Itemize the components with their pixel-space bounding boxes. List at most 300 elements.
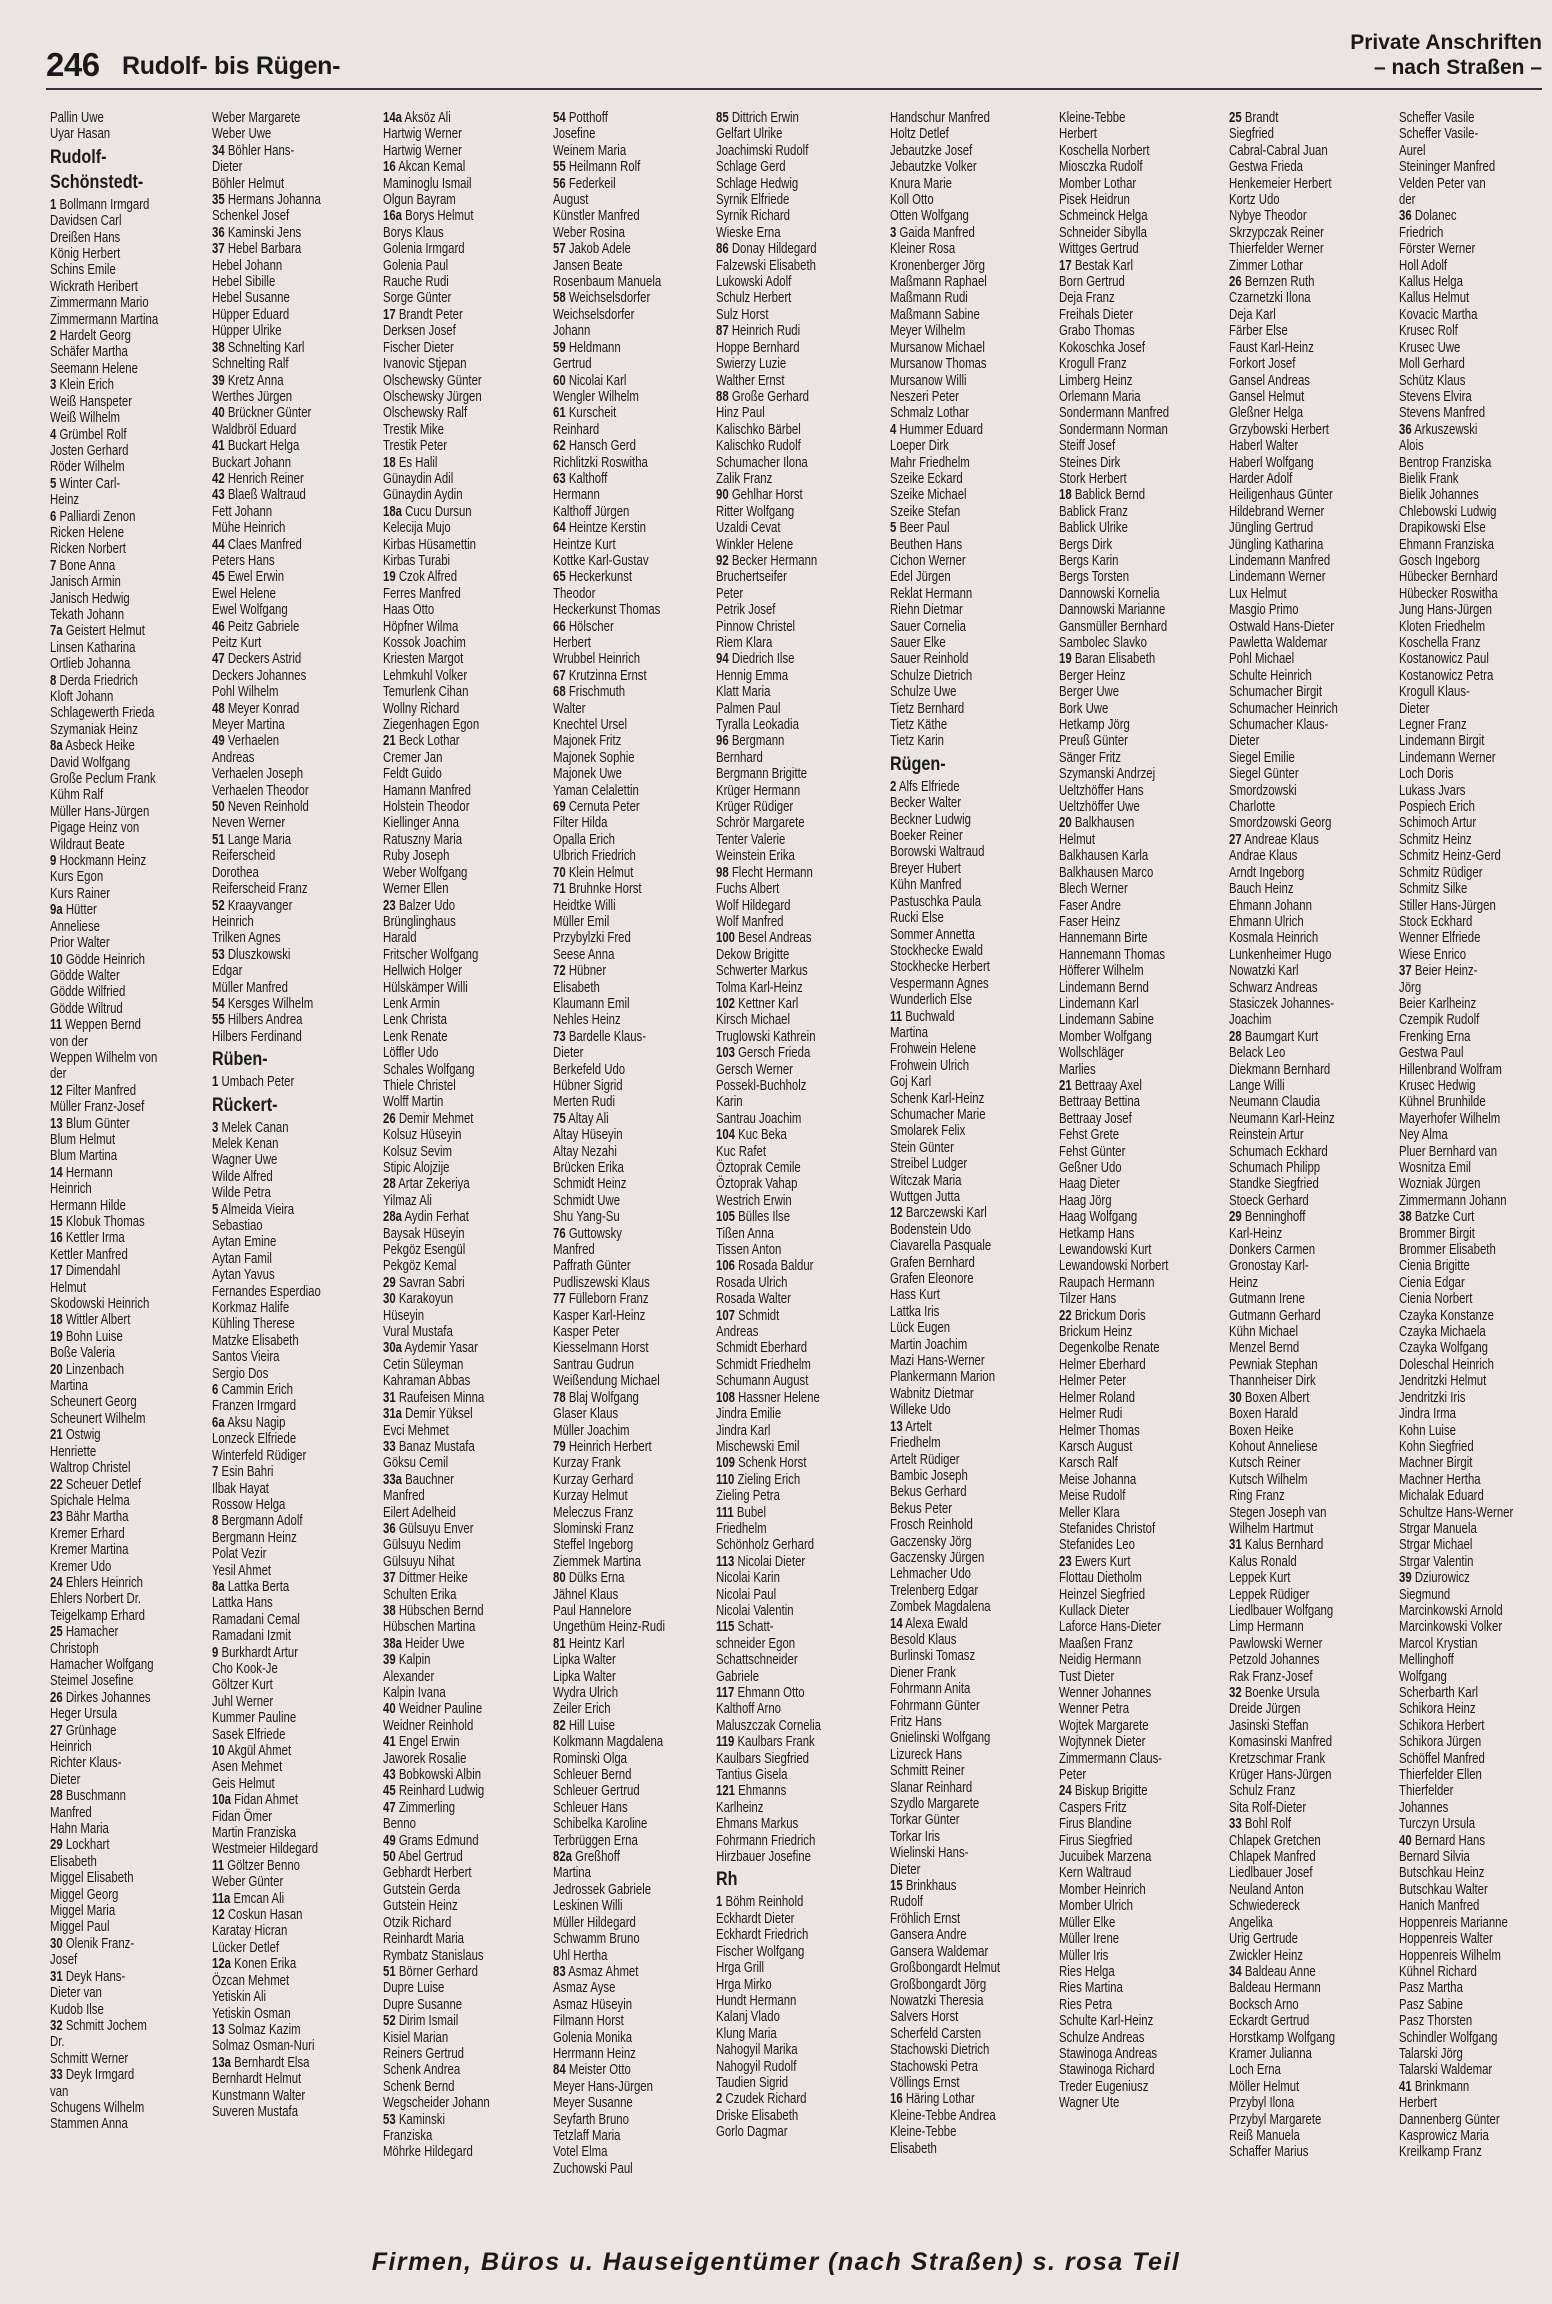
list-item (890, 1829, 1058, 1845)
resident-name: Sänger Fritz (1059, 749, 1121, 766)
resident-name: Helmer Peter (1059, 1373, 1127, 1390)
list-item (1399, 1045, 1552, 1061)
resident-name: Kolkmann Magdalena (553, 1734, 664, 1751)
resident-name: Schlagewerth Frieda (50, 705, 155, 722)
list-item (212, 1989, 380, 2005)
list-item (1229, 1094, 1397, 1110)
resident-name: Reinstein Artur (1229, 1127, 1304, 1144)
house-number: 32 (50, 2017, 63, 2034)
list-item (716, 1652, 884, 1668)
list-item (716, 143, 884, 159)
list-item (553, 1127, 721, 1143)
resident-name: Skrzypczak Reiner (1229, 224, 1324, 241)
resident-name: Sommer Annetta (890, 926, 975, 943)
list-item (1399, 1800, 1552, 1816)
list-item (1059, 1094, 1227, 1110)
house-number: 1 (212, 1074, 219, 1091)
list-item (212, 815, 380, 831)
list-item (383, 537, 551, 553)
resident-name: Winkler Helene (716, 536, 794, 553)
resident-name: Karin (716, 1094, 743, 1111)
list-item (716, 192, 884, 208)
list-item (1059, 1308, 1227, 1324)
resident-name: Hennig Emma (716, 667, 789, 684)
list-item (1399, 241, 1552, 257)
list-item (50, 246, 218, 262)
resident-name: Kreilkamp Franz (1399, 2144, 1482, 2161)
list-item (1399, 208, 1552, 224)
resident-name: Dittrich Erwin (731, 110, 799, 126)
list-item (50, 902, 218, 918)
list-item (383, 1488, 551, 1504)
resident-name: Stevens Elvira (1399, 388, 1472, 405)
list-item (1399, 1948, 1552, 1964)
list-item (553, 1964, 721, 1980)
list-item (553, 110, 721, 126)
list-item (1059, 110, 1227, 126)
list-item (1059, 1176, 1227, 1192)
resident-name: Rudolf (890, 1894, 923, 1911)
resident-name: der (50, 1066, 67, 1083)
resident-name: schneider Egon (716, 1635, 796, 1652)
list-item (1059, 1078, 1227, 1094)
list-item (1229, 258, 1397, 274)
resident-name: Wiese Enrico (1399, 946, 1467, 963)
resident-name: Bardelle Klaus- (568, 1028, 647, 1045)
list-item (212, 192, 380, 208)
list-item (553, 750, 721, 766)
list-item (890, 225, 1058, 241)
resident-name: Solmaz Osman-Nuri (212, 2038, 315, 2055)
house-number: 22 (1059, 1307, 1072, 1324)
list-item (890, 520, 1058, 536)
resident-name: Faser Heinz (1059, 913, 1121, 930)
resident-name: Rucki Else (890, 910, 944, 927)
list-item (383, 701, 551, 717)
list-item (383, 1357, 551, 1373)
list-item (553, 1406, 721, 1422)
resident-name: Hübner Sigrid (553, 1077, 623, 1094)
list-item (553, 405, 721, 421)
list-item (212, 1907, 380, 1923)
resident-name: Brandt Peter (398, 306, 463, 323)
list-item (50, 738, 218, 754)
resident-name: Legner Franz (1399, 717, 1467, 734)
resident-name: Tilzer Hans (1059, 1291, 1117, 1308)
list-item (383, 258, 551, 274)
house-number: 109 (716, 1455, 736, 1472)
resident-name: Bergs Torsten (1059, 569, 1130, 586)
list-item (553, 1915, 721, 1931)
list-item (1229, 422, 1397, 438)
resident-name: Shu Yang-Su (553, 1209, 620, 1226)
list-item (1399, 1439, 1552, 1455)
house-number: 25 (50, 1624, 63, 1641)
list-item (1059, 865, 1227, 881)
list-item (1229, 1718, 1397, 1734)
resident-name: Taudien Sigrid (716, 2074, 789, 2091)
list-item (383, 2144, 551, 2160)
list-item (383, 110, 551, 126)
resident-name: Sebastiao (212, 1218, 263, 1234)
resident-name: Hetkamp Hans (1059, 1225, 1135, 1242)
resident-name: Schmalz Lothar (890, 405, 970, 422)
resident-name: Gutstein Gerda (383, 1881, 461, 1898)
resident-name: Wrubbel Heinrich (553, 651, 641, 668)
resident-name: Hübecker Roswitha (1399, 585, 1498, 602)
list-item (212, 848, 380, 864)
list-item (383, 569, 551, 585)
resident-name: Drapikowski Else (1399, 520, 1486, 537)
resident-name: Ewel Helene (212, 585, 276, 602)
list-item (1399, 258, 1552, 274)
resident-name: Urig Gertrude (1229, 1931, 1298, 1948)
header-rule (46, 88, 1542, 90)
resident-name: Hundt Hermann (716, 1992, 797, 2009)
resident-name: Stipic Alojzije (383, 1160, 450, 1176)
resident-name: Hass Kurt (890, 1287, 940, 1304)
resident-name: Dieter (1229, 733, 1260, 750)
list-item (553, 2095, 721, 2111)
list-item (1059, 1209, 1227, 1225)
house-number: 42 (212, 470, 225, 487)
resident-name: Kühn Michael (1229, 1324, 1298, 1341)
resident-name: Buchwald (905, 1008, 955, 1025)
list-item (50, 787, 218, 803)
resident-name: Ehlers Heinrich (65, 1574, 144, 1591)
list-item (1059, 1242, 1227, 1258)
resident-name: Fidan Ahmet (234, 1792, 299, 1809)
resident-name: Reiß Manuela (1229, 2127, 1300, 2144)
list-item (50, 1837, 218, 1853)
list-item (553, 1029, 721, 1045)
list-item (383, 2095, 551, 2111)
list-item (1059, 1111, 1227, 1127)
resident-name: Pekgöz Kemal (383, 1258, 457, 1275)
resident-name: Swierzy Luzie (716, 356, 787, 373)
list-item (1059, 126, 1227, 142)
resident-name: Meyer Wilhelm (890, 323, 966, 340)
resident-name: Bernard Hans (1414, 1832, 1486, 1849)
list-item (1059, 1291, 1227, 1307)
list-item (212, 1316, 380, 1332)
list-item (1229, 1062, 1397, 1078)
resident-name: Thierfelder Werner (1229, 241, 1324, 258)
list-item (50, 1066, 218, 1082)
resident-name: Gorlo Dagmar (716, 2124, 788, 2141)
section-title (1350, 30, 1542, 80)
resident-name: Völlings Ernst (890, 2074, 960, 2091)
resident-name: Pewniak Stephan (1229, 1356, 1318, 1373)
resident-name: Hummer Eduard (899, 421, 984, 438)
resident-name: Göksu Cemil (383, 1455, 449, 1472)
resident-name: Otten Wolfgang (890, 208, 969, 225)
list-item (383, 1423, 551, 1439)
resident-name: Gelfart Ulrike (716, 126, 783, 143)
resident-name: Bekus Gerhard (890, 1484, 967, 1501)
resident-name: Gülsuyu Enver (398, 1520, 474, 1537)
list-item (716, 898, 884, 914)
list-item (1059, 1980, 1227, 1996)
list-item (1399, 947, 1552, 963)
resident-name: Loch Doris (1399, 766, 1454, 783)
list-item (553, 1669, 721, 1685)
list-item (1399, 898, 1552, 914)
resident-name: Weber Wolfgang (383, 864, 468, 881)
resident-name: Handschur Manfred (890, 110, 990, 126)
listing-columns (50, 110, 1546, 2240)
house-number: 30a (383, 1340, 403, 1357)
resident-name: Verhaelen Joseph (212, 766, 304, 783)
list-item (1399, 2062, 1552, 2078)
resident-name: Jebautzke Volker (890, 159, 977, 176)
list-item (1399, 1308, 1552, 1324)
list-item (1229, 1783, 1397, 1799)
list-item (1399, 537, 1552, 553)
house-number: 47 (383, 1799, 396, 1816)
resident-name: Nowatzki Theresia (890, 1992, 984, 2009)
resident-name: Öztoprak Cemile (716, 1160, 801, 1176)
resident-name: Esin Bahri (221, 1464, 274, 1481)
resident-name: Grams Edmund (398, 1832, 479, 1849)
resident-name: Theodor (553, 585, 596, 602)
list-item (553, 947, 721, 963)
house-number: 17 (50, 1263, 63, 1280)
list-item (383, 1669, 551, 1685)
list-item (890, 684, 1058, 700)
house-number: 55 (553, 159, 566, 176)
resident-name: Bestak Karl (1074, 257, 1134, 274)
list-item (553, 1012, 721, 1028)
list-item (716, 815, 884, 831)
resident-name: Baran Elisabeth (1074, 651, 1156, 668)
list-item (212, 799, 380, 815)
list-item (50, 919, 218, 935)
list-item (50, 1969, 218, 1985)
resident-name: Turczyn Ursula (1399, 1816, 1476, 1833)
list-item (1059, 2095, 1227, 2111)
resident-name: Balkhausen Marco (1059, 864, 1154, 881)
resident-name: Maßmann Raphael (890, 274, 987, 291)
house-number: 69 (553, 799, 566, 816)
list-item (383, 241, 551, 257)
house-number: 20 (1059, 815, 1072, 832)
list-item (1059, 651, 1227, 667)
list-item (890, 651, 1058, 667)
resident-name: Yetiskin Ali (212, 1989, 267, 2006)
house-number: 30 (383, 1291, 396, 1308)
list-item (1399, 1209, 1552, 1225)
list-item (1059, 1029, 1227, 1045)
resident-name: Brommer Birgit (1399, 1225, 1475, 1242)
resident-name: Filmann Horst (553, 2013, 624, 2030)
house-number: 8a (50, 738, 63, 755)
resident-name: Heinrich Herbert (568, 1438, 652, 1455)
resident-name: Wagner Ute (1059, 2095, 1120, 2112)
resident-name: Klaumann Emil (553, 995, 630, 1012)
resident-name: Vural Mustafa (383, 1324, 453, 1341)
list-item (1399, 766, 1552, 782)
list-item (1059, 1357, 1227, 1373)
resident-name: Schlage Gerd (716, 159, 786, 176)
list-item (1229, 701, 1397, 717)
list-item (50, 1673, 218, 1689)
resident-name: Weber Günter (212, 1874, 284, 1891)
resident-name: Fülleborn Franz (568, 1291, 649, 1308)
resident-name: Weber Uwe (212, 126, 272, 143)
resident-name: Schöffel Manfred (1399, 1750, 1485, 1767)
resident-name: Majonek Fritz (553, 733, 622, 750)
resident-name: Gaida Manfred (899, 224, 975, 241)
resident-name: Frenking Erna (1399, 1028, 1471, 1045)
resident-name: Müller Irene (1059, 1931, 1120, 1948)
resident-name: Sambolec Slavko (1059, 635, 1147, 651)
list-item (1229, 1816, 1397, 1832)
resident-name: Edgar (212, 963, 243, 980)
list-item (212, 1792, 380, 1808)
list-item (716, 1587, 884, 1603)
list-item (383, 1340, 551, 1356)
list-item (1229, 1144, 1397, 1160)
resident-name: Glaser Klaus (553, 1406, 619, 1423)
list-item (890, 828, 1058, 844)
list-item (212, 159, 380, 175)
resident-name: Chlapek Gretchen (1229, 1832, 1321, 1849)
list-item (1229, 455, 1397, 471)
list-item (383, 783, 551, 799)
resident-name: Kronenberger Jörg (890, 257, 985, 274)
list-item (716, 471, 884, 487)
resident-name: Pisek Heidrun (1059, 192, 1130, 209)
list-item (50, 1526, 218, 1542)
list-item (1229, 766, 1397, 782)
list-item (1399, 1390, 1552, 1406)
resident-name: Krogull Klaus- (1399, 684, 1470, 701)
list-item (383, 651, 551, 667)
list-item (1059, 471, 1227, 487)
resident-name: Szeike Eckard (890, 470, 963, 487)
list-item (1229, 176, 1397, 192)
resident-name: Kloten Friedhelm (1399, 618, 1486, 635)
resident-name: Meyer Hans-Jürgen (553, 2078, 653, 2095)
list-item (1399, 1980, 1552, 1996)
house-number: 45 (383, 1783, 396, 1800)
resident-name: Neuland Anton (1229, 1881, 1304, 1898)
resident-name: Schäfer Martha (50, 344, 128, 361)
resident-name: Tolma Karl-Heinz (716, 979, 803, 996)
list-item (383, 1701, 551, 1717)
list-item (212, 1349, 380, 1365)
resident-name: Schmeinck Helga (1059, 208, 1148, 225)
resident-name: Gansera Waldemar (890, 1943, 989, 1960)
house-number: 79 (553, 1438, 566, 1455)
house-number: 18 (1059, 487, 1072, 504)
list-item (212, 619, 380, 635)
list-item (50, 1050, 218, 1066)
list-item (716, 389, 884, 405)
list-item (212, 1645, 380, 1661)
resident-name: Weinem Maria (553, 142, 627, 159)
list-item (553, 1390, 721, 1406)
resident-name: Buckart Johann (212, 454, 292, 471)
list-item (553, 2128, 721, 2144)
list-item (553, 2079, 721, 2095)
list-item (1229, 1537, 1397, 1553)
list-item (50, 1477, 218, 1493)
house-number: 80 (553, 1570, 566, 1587)
resident-name: Wickrath Heribert (50, 278, 138, 295)
resident-name: Hüpper Eduard (212, 306, 290, 323)
list-item (383, 1865, 551, 1881)
resident-name: Schenk Andrea (383, 2062, 461, 2079)
resident-name: Kaminski (398, 2111, 446, 2128)
resident-name: Menzel Bernd (1229, 1340, 1300, 1357)
list-item (1399, 881, 1552, 897)
list-item (890, 1238, 1058, 1254)
list-item (1059, 373, 1227, 389)
resident-name: Votel Elma (553, 2144, 608, 2161)
list-item (716, 2124, 884, 2140)
list-item (1229, 1931, 1397, 1947)
resident-name: Großbongardt Jörg (890, 1976, 987, 1993)
resident-name: Leppek Rüdiger (1229, 1586, 1310, 1603)
resident-name: Josefine (553, 126, 596, 143)
house-number: 76 (553, 1225, 566, 1242)
list-item (1399, 1685, 1552, 1701)
resident-name: Jindra Emilie (716, 1406, 782, 1423)
resident-name: Charlotte (1229, 799, 1276, 816)
list-item (1059, 619, 1227, 635)
resident-name: Asmaz Hüseyin (553, 1996, 633, 2013)
resident-name: Trestik Peter (383, 438, 448, 455)
resident-name: Lewandowski Kurt (1059, 1242, 1152, 1259)
list-item (383, 1045, 551, 1061)
resident-name: Dirkes Johannes (65, 1689, 151, 1706)
list-item (212, 1858, 380, 1874)
resident-name: Kettler Irma (65, 1230, 125, 1247)
footer-note: Firmen, Büros u. Hauseigentümer (nach Straßen) s. rosa Teil (371, 2248, 1181, 2276)
resident-name: Velden Peter van (1399, 175, 1486, 192)
resident-name: Scheunert Georg (50, 1394, 137, 1411)
resident-name: Hilbers Andrea (227, 1012, 303, 1029)
house-number: 12 (890, 1205, 903, 1222)
resident-name: Verhaelen (227, 733, 280, 750)
list-item (212, 2022, 380, 2038)
list-item (1059, 143, 1227, 159)
resident-name: Schugens Wilhelm (50, 2099, 145, 2116)
list-item (890, 927, 1058, 943)
list-item (1059, 980, 1227, 996)
resident-name: Stefanides Christof (1059, 1520, 1156, 1537)
list-item (890, 373, 1058, 389)
list-item (1399, 1078, 1552, 1094)
list-item (1399, 815, 1552, 831)
resident-name: Tetzlaff Maria (553, 2127, 621, 2144)
resident-name: Ramadani Cemal (212, 1611, 300, 1628)
house-number: 33 (1229, 1816, 1242, 1833)
house-number: 24 (50, 1574, 63, 1591)
resident-name: Sauer Cornelia (890, 618, 966, 635)
resident-name: Westrich Erwin (716, 1192, 792, 1209)
house-number: 61 (553, 405, 566, 422)
list-item (890, 844, 1058, 860)
resident-name: Kalus Ronald (1229, 1553, 1297, 1570)
resident-name: Heger Ursula (50, 1706, 118, 1723)
resident-name: Bollmann Irmgard (59, 196, 150, 213)
house-number: 90 (716, 487, 729, 504)
resident-name: Palmen Paul (716, 700, 781, 717)
resident-name: Gödde Heinrich (65, 951, 145, 968)
